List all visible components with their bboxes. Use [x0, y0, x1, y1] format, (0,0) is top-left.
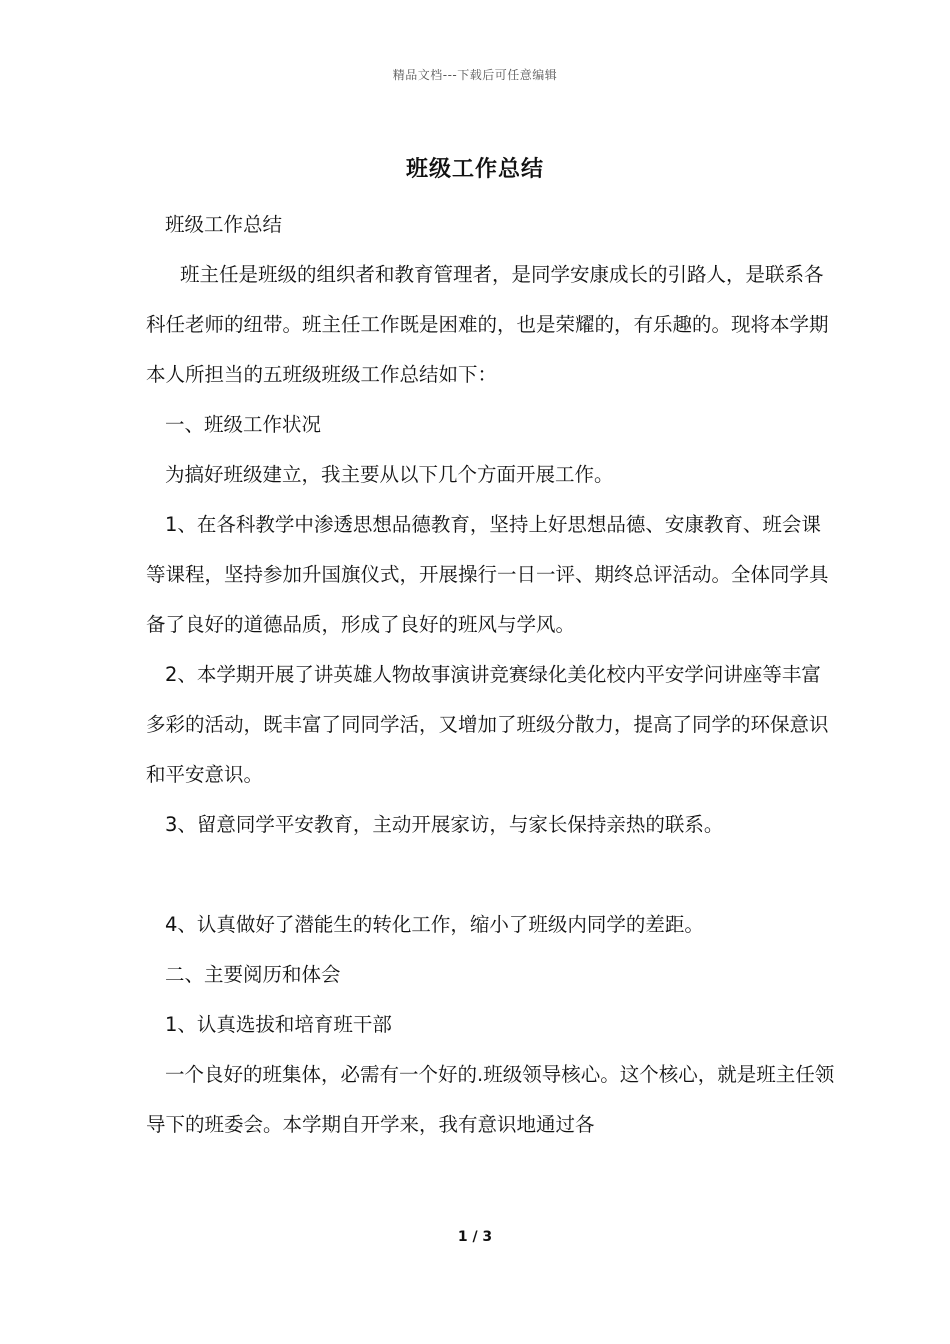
header-note: 精品文档---下载后可任意编辑: [392, 68, 558, 82]
list-item: 1、在各科教学中渗透思想品德教育，坚持上好思想品德、安康教育、班会课等课程，坚持参加升国旗仪式，开展操行一日一评、期终总评活动。全体同学具备了良好的道德品质，形成了良好的班风与学风。: [146, 513, 829, 636]
paragraph: 一个良好的班集体，必需有一个好的.班级领导核心。这个核心，就是班主任领导下的班委会。本学期自开学来，我有意识地通过各: [146, 1063, 835, 1136]
page-number: 1 / 3: [457, 1229, 493, 1245]
document-title: 班级工作总结: [405, 157, 544, 182]
section-heading-1: 一、班级工作状况: [165, 413, 322, 436]
paragraph-subtitle: 班级工作总结: [165, 213, 283, 236]
list-item: 2、本学期开展了讲英雄人物故事演讲竞赛绿化美化校内平安学问讲座等丰富多彩的活动，既丰富了同同学活，又增加了班级分散力，提高了同学的环保意识和平安意识。: [146, 663, 829, 786]
list-item: 4、认真做好了潜能生的转化工作，缩小了班级内同学的差距。: [165, 913, 704, 936]
list-item: 3、留意同学平安教育，主动开展家访，与家长保持亲热的联系。: [165, 813, 724, 836]
paragraph: 为搞好班级建立，我主要从以下几个方面开展工作。: [165, 463, 614, 486]
paragraph-intro: 班主任是班级的组织者和教育管理者，是同学安康成长的引路人，是联系各科任老师的纽带。班主任工作既是困难的，也是荣耀的，有乐趣的。现将本学期本人所担当的五班级班级工作总结如下：: [146, 263, 829, 386]
document-body: [146, 200, 836, 1150]
sub-heading: 1、认真选拔和培育班干部: [165, 1013, 392, 1036]
section-heading-2: 二、主要阅历和体会: [165, 963, 341, 986]
